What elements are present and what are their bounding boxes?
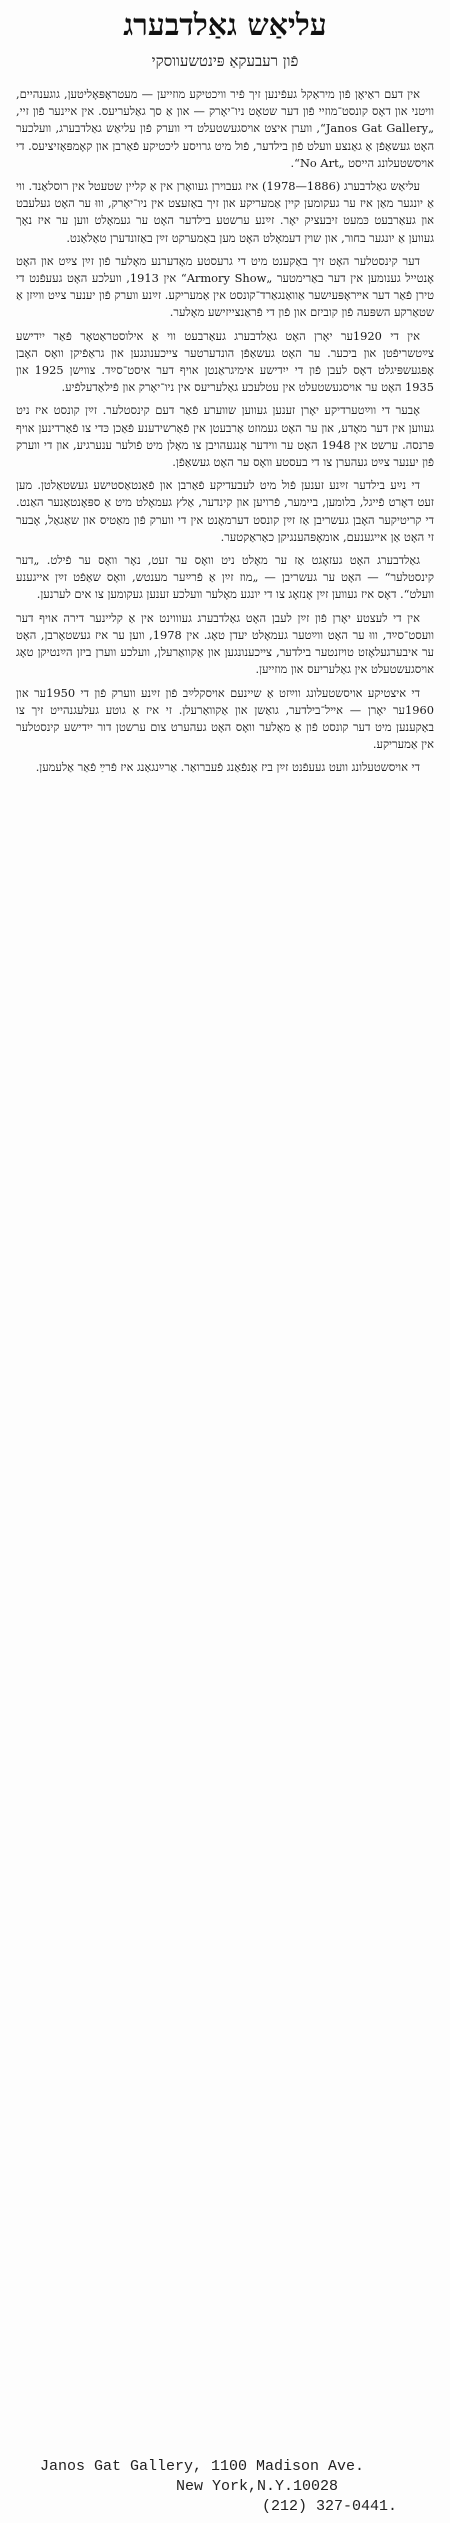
gallery-city: New York,N.Y.10028 — [176, 2478, 339, 2495]
article-byline: פֿון רעבעקאַ פּינטשעווסקי — [151, 52, 299, 70]
paragraph: די נײַע בילדער זײַנע זענען פֿול מיט לעבעדיקע פֿאַרבן און פֿאַנטאַסטישע געשטאַלטן. מען זעט דאָרט פֿייגל, בלומען, ביימער, פֿרויען און קינדער, אַלץ געמאָלט מיט אַ ספּאָנטאַנער האַנט. די קריטיקער האָבן געשריבן אַז זײַן קונסט דערמאָנט אין די ווערק פֿון מאַטיס און שאַגאַל, אָבער זי האָט אַן אייגענעם, אומאָפּהענגיקן כאַראַקטער. — [16, 478, 434, 544]
paragraph: אין די 1920ער יאָרן האָט גאַלדבערג געאַרבעט ווי אַ אילוסטראַטאָר פֿאַר ייִדישע צײַטשריפֿטן און ביכער. ער האָט געשאַפֿן הונדערטער צייכענונגען און גראַפֿיקן וואָס האָבן אָפּגעשפּיגלט דאָס לעבן פֿון די ייִדישע אימיגראַנטן אויף דער איסט־סײַד. צווישן 1925 און 1935 האָט ער אויסגעשטעלט אין עטלעכע גאַלעריעס אין ניו־יאָרק און פֿילאַדעלפֿיע. — [16, 328, 434, 395]
paragraph: אָבער די ווײַטערדיקע יאָרן זענען געווען שווערע פֿאַר דעם קינסטלער. זײַן קונסט איז ניט געווען אין דער מאָדע, און ער האָט געמוזט אַרבעטן אין פֿאַרשידענע פֿאַכן כּדי צו פֿאַרדינען אויף פּרנסה. ערשט אין 1948 האָט ער ווידער אָנגעהויבן צו מאָלן מיט פֿולער ענערגיע, און די ווערק פֿון יענער צײַט געהערן צו די בעסטע וואָס ער האָט געשאַפֿן. — [16, 403, 434, 470]
paragraph: אין די לעצטע יאָרן פֿון זײַן לעבן האָט גאַלדבערג געוווינט אין אַ קליינער דירה אויף דער וועסט־סײַד, וווּ ער האָט ווײַטער געמאָלט יעדן טאָג. אין 1978, ווען ער איז געשטאָרבן, האָט ער איבערגעלאָזט טויזנטער בילדער, צייכענונגען און אַקוואַרעלן, וועלכע ווערן ביזן הײַנטיקן טאָג אויסגעשטעלט אין גאַלעריעס און מוזייען. — [16, 610, 434, 677]
gallery-name-address: Janos Gat Gallery, 1100 Madison Ave. — [40, 2458, 365, 2475]
article-title: עליאַש גאַלדבערג — [123, 8, 327, 43]
gallery-phone: (212) 327-0441. — [262, 2498, 398, 2515]
paragraph: די איצטיקע אויסשטעלונג ווײַזט אַ שיינעם אויסקלײַב פֿון זײַנע ווערק פֿון די 1950ער און 1960ער יאָרן — אייל־בילדער, גואַשן און אַקוואַרעלן. זי איז אַ גוטע געלעגנהייט זיך צו באַקענען מיט דער קונסט פֿון אַ מאָלער וואָס האָט געהערט צום ערשטן דור ייִדישע קינסטלער אין אַמעריקע. — [16, 685, 434, 752]
paragraph: עליאַש גאַלדבערג (1886—1978) איז געבוירן געוואָרן אין אַ קליין שטעטל אין רוסלאַנד. ווי אַ יונגער מאַן איז ער געקומען קיין אַמעריקע און זיך באַזעצט אין ניו־יאָרק, וווּ ער האָט געלעבט און געאַרבעט כּמעט זיבעציק יאָר. זײַנע ערשטע בילדער האָט ער געמאָלט ווען ער איז נאָך געווען אַ יונגער בחור, און שוין דעמאָלט האָט מען באַמערקט זײַן באַזונדערן טאַלאַנט. — [16, 179, 434, 245]
paragraph: דער קינסטלער האָט זיך באַקענט מיט די גרעסטע מאָדערנע מאָלער פֿון זײַן צײַט און האָט אָנטייל גענומען אין דער באַרימטער „Armory Show“ אין 1913, וועלכע האָט געעפֿנט די טירן פֿאַר דער אײראָפּעיִשער אַוואַנגאַרד־קונסט אין אַמעריקע. זײַנע ווערק פֿון יענער צײַט ווײַזן אַ שטאַרקע השפּעה פֿון קוביזם און פֿון די פֿראַנצייזישע מאָלער. — [16, 253, 435, 320]
paragraph: די אויסשטעלונג וועט געעפֿנט זײַן ביז אַנפֿאַנג פֿעברואַר. אַרײַנגאַנג איז פֿרײַ פֿאַר אַלעמען. — [35, 760, 420, 775]
paragraph: גאַלדבערג האָט געזאָגט אַז ער מאָלט ניט וואָס ער זעט, נאָר וואָס ער פֿילט. „דער קינסטלער“ — האָט ער געשריבן — „מוז זײַן אַ פֿרײַער מענטש, וואָס שאַפֿט זײַן אייגענע וועלט“. דאָס איז געווען זײַן אָנזאָג צו די יונגע מאָלער וועלכע זענען געקומען צו אים לערנען. — [16, 553, 434, 602]
article-body — [16, 86, 434, 783]
paragraph: אין דעם ראַיאָן פֿון מיראַקל געפֿינען זיך פֿיר וויכטיקע מוזייען — מעטראָפּאָליטען, גוגענהיים, וויטני און דאָס קונסט־מוזיי פֿון דער שטאָט ניו־יאָרק — און אַ סך גאַלעריעס. אין איינער פֿון זיי, „Janos Gat Gallery“, ווערן איצט אויסגעשטעלט די ווערק פֿון עליאַש גאַלדבערג, וועלכער האָט געשאַפֿן אַ גאַנצע וועלט פֿון בילדער, פֿול מיט גרויסע ליכטיקע פֿאַרבן און קאָמפּאָזיציעס. די אויסשטעלונג הייסט „No Art“. — [16, 87, 434, 170]
